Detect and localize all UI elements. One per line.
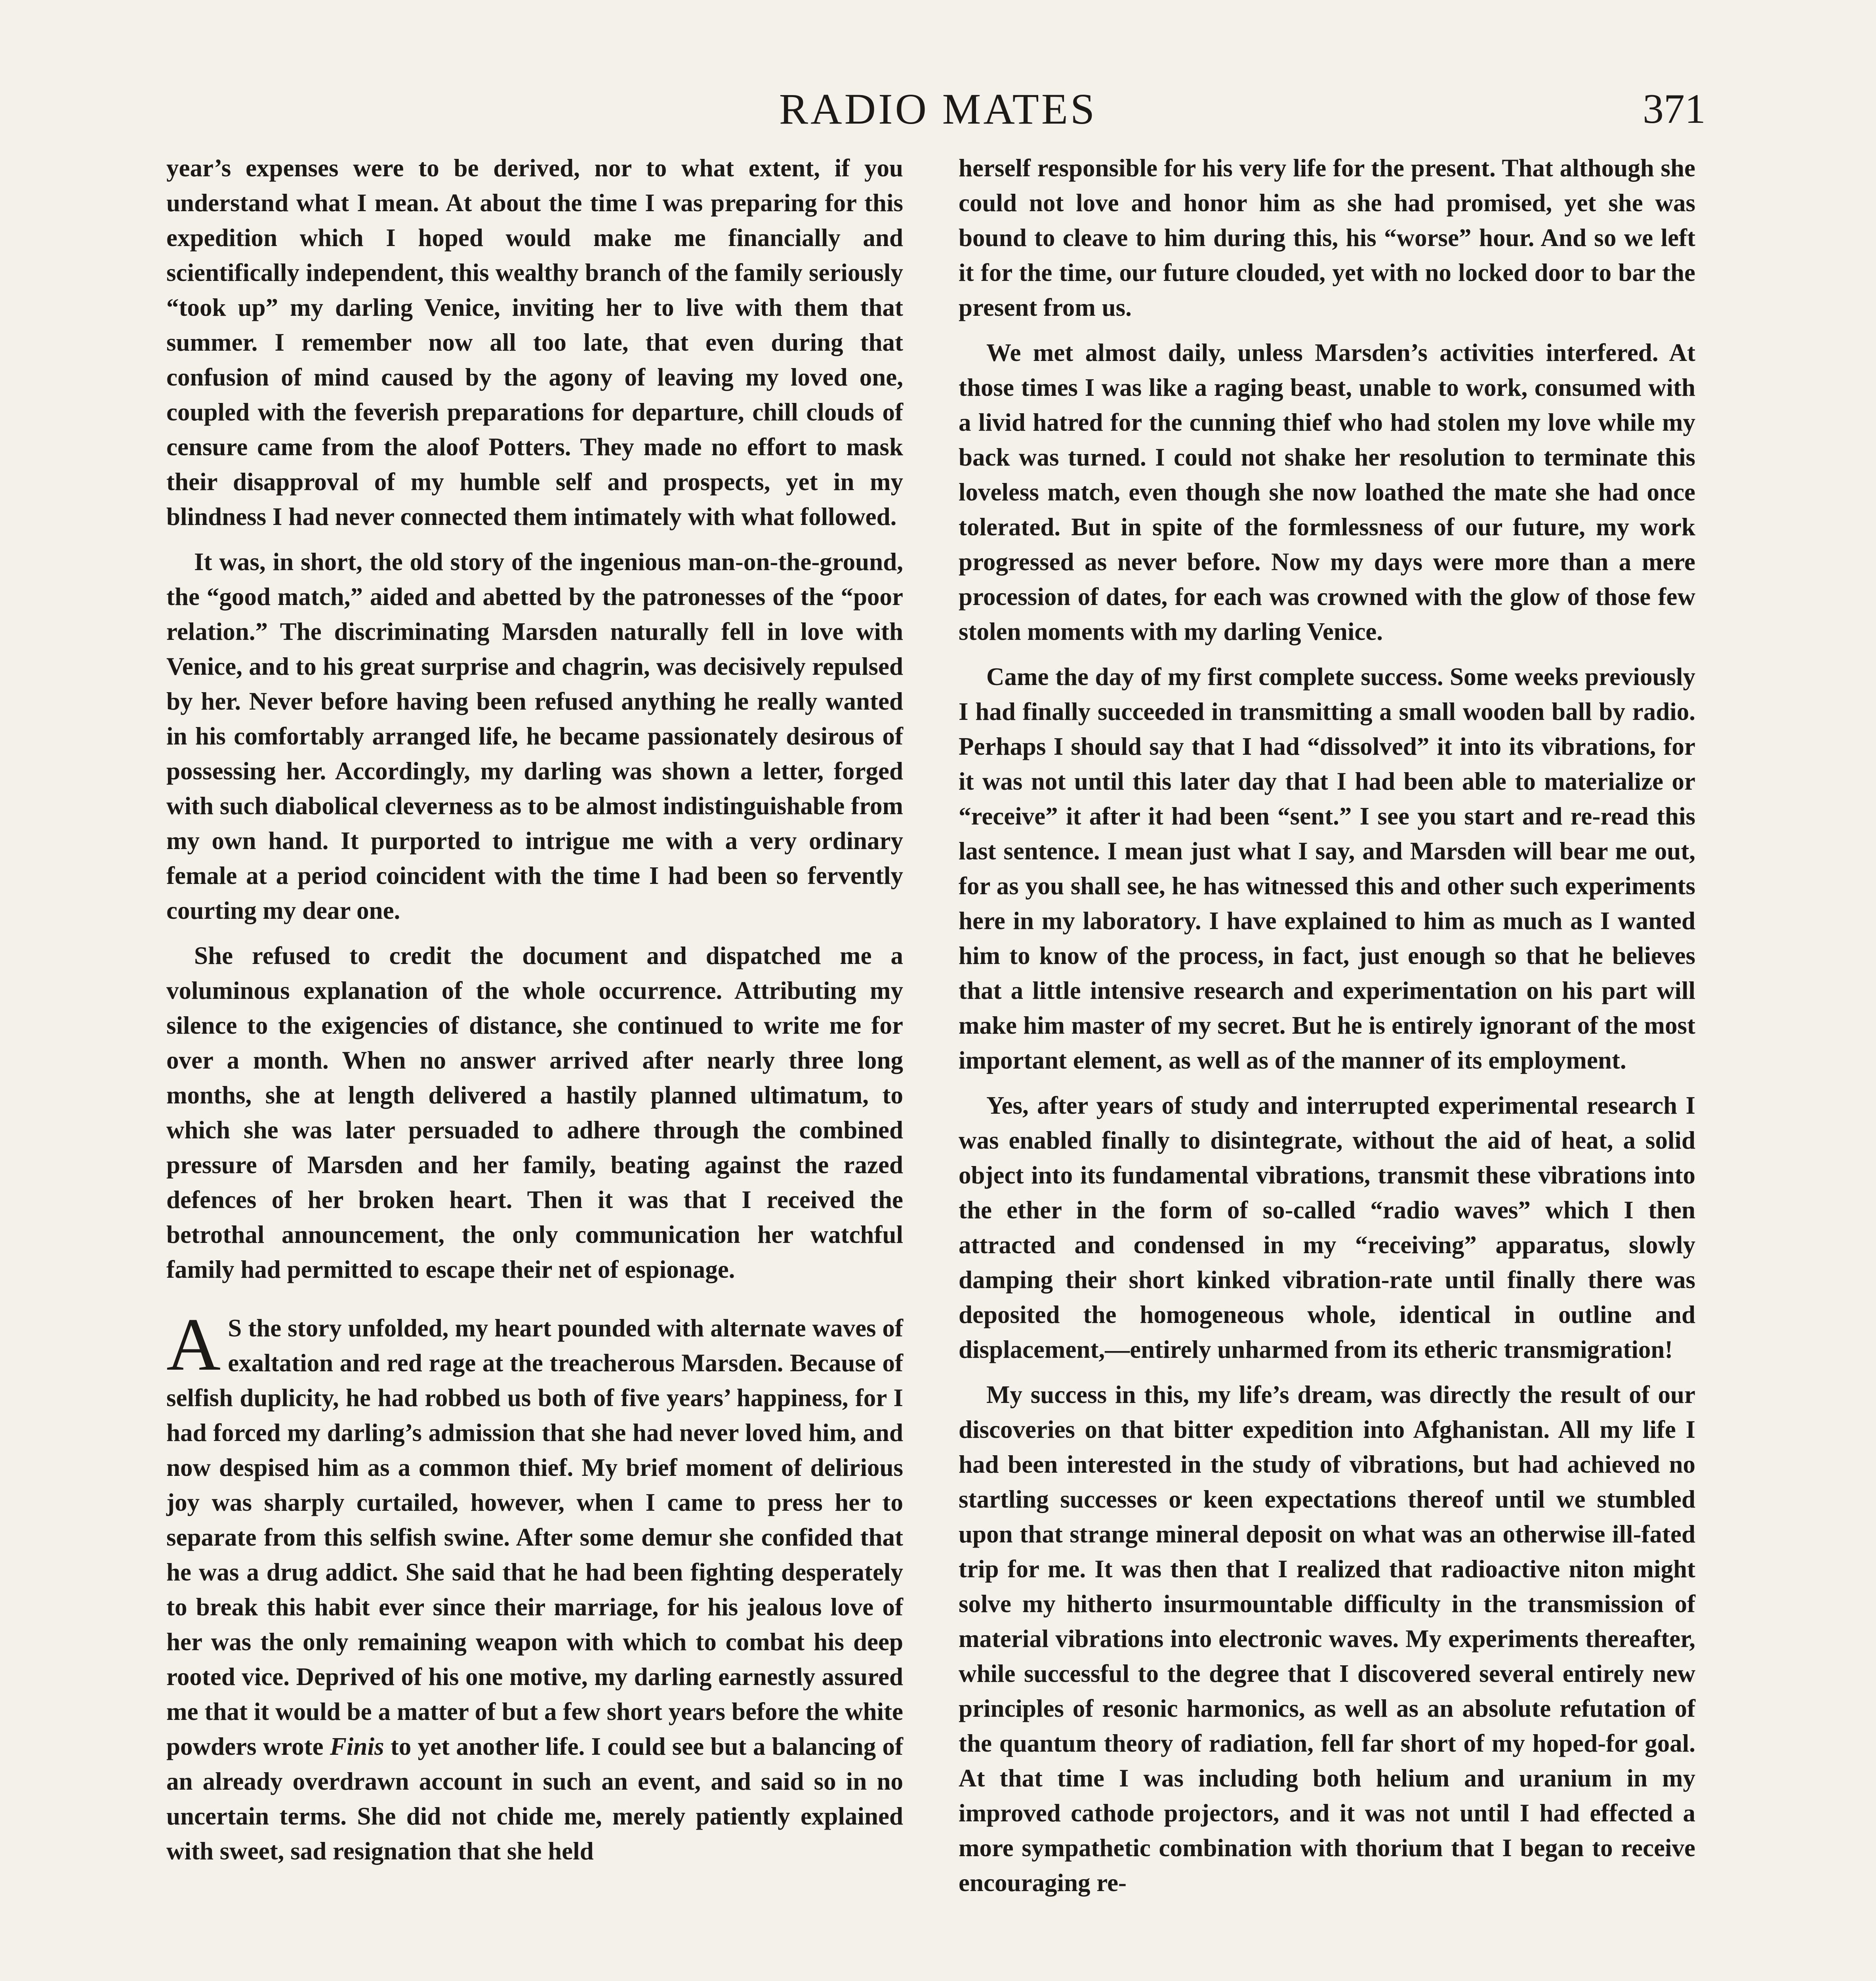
- paragraph: Yes, after years of study and interrupted experimental research I was enabled finally to disintegrate, without the aid of heat, a solid object into its fundamental vibrations, transmit these vibrations into the ether in the form of so-called “radio waves” which I then attracted and condensed in my “receiving” apparatus, slowly damping their short kinked vibration-rate until finally there was deposited the homogeneous whole, identical in outline and displacement,—entirely unharmed from its etheric transmigration!: [959, 1092, 1695, 1363]
- right-column: [959, 151, 1695, 1910]
- paragraph-text: to yet another life. I could see but a balancing of an already overdrawn account in such an event, and said so in no uncertain terms. She did not chide me, merely patiently explained with sweet, sad resignation that she held: [166, 1733, 904, 1865]
- italic-text: Finis: [330, 1733, 384, 1760]
- paragraph: Came the day of my first complete success. Some weeks previously I had finally succeeded in transmitting a small wooden ball by radio. Perhaps I should say that I had “dissolved” it into its vibrations, for it was not until this later day that I had been able to materialize or “receive” it after it had been “sent.” I see you start and re-read this last sentence. I mean just what I say, and Marsden will bear me out, for as you shall see, he has witnessed this and other such experiments here in my laboratory. I have explained to him as much as I wanted him to know of the process, in fact, just enough so that he believes that a little intensive research and experimentation on his part will make him master of my secret. But he is entirely ignorant of the most important element, as well as of the manner of its employment.: [959, 663, 1695, 1074]
- left-column: [166, 151, 903, 1879]
- page-number: 371: [1643, 86, 1706, 132]
- paragraph-text: S the story unfolded, my heart pounded with alternate waves of exaltation and red rage at the treacherous Marsden. Because of selfish duplicity, he had robbed us both of five years’ happiness, for I had forced my darling’s admission that she had never loved him, and now despised him as a common thief. My brief moment of delirious joy was sharply curtailed, however, when I came to press her to separate from this selfish swine. After some demur she confided that he was a drug addict. She said that he had been fighting desperately to break this habit ever since their marriage, for his jealous love of her was the only remaining weapon with which to combat his deep rooted vice. Deprived of his one motive, my darling earnestly assured me that it would be a matter of but a few short years before the white powders wrote: [166, 1314, 903, 1760]
- paragraph: herself responsible for his very life for the present. That although she could not love and honor him as she had promised, yet she was bound to cleave to him during this, his “worse” hour. And so we left it for the time, our future clouded, yet with no locked door to bar the present from us.: [959, 154, 1695, 321]
- paragraph: We met almost daily, unless Marsden’s activities interfered. At those times I was like a raging beast, unable to work, consumed with a livid hatred for the cunning thief who had stolen my love while my back was turned. I could not shake her resolution to terminate this loveless match, even though she now loathed the mate she had once tolerated. But in spite of the formlessness of our future, my work progressed as never before. Now my days were more than a mere procession of dates, for each was crowned with the glow of those few stolen moments with my darling Venice.: [959, 339, 1695, 645]
- paragraph-with-drop-cap: [166, 1303, 904, 1868]
- paragraph: My success in this, my life’s dream, was directly the result of our discoveries on that bitter expedition into Afghanistan. All my life I had been interested in the study of vibrations, but had achieved no startling successes or keen expectations thereof until we stumbled upon that strange mineral deposit on what was an otherwise ill-fated trip for me. It was then that I realized that radioactive niton might solve my hitherto insurmountable difficulty in the transmission of material vibrations into electronic waves. My experiments thereafter, while successful to the degree that I discovered several entirely new principles of resonic harmonics, as well as an absolute refutation of the quantum theory of radiation, fell far short of my hoped-for goal. At that time I was including both helium and uranium in my improved cathode projectors, and it was not until I had effected a more sympathetic combination with thorium that I began to receive encouraging re-: [959, 1381, 1695, 1897]
- page-header: [0, 67, 1876, 158]
- paragraph: year’s expenses were to be derived, nor to what extent, if you understand what I mean. At about the time I was preparing for this expedition which I hoped would make me financially and scientifically independent, this wealthy branch of the family seriously “took up” my darling Venice, inviting her to live with them that summer. I remember now all too late, that even during that confusion of mind caused by the agony of leaving my loved one, coupled with the feverish preparations for departure, chill clouds of censure came from the aloof Potters. They made no effort to mask their disapproval of my humble self and prospects, yet in my blindness I had never connected them intimately with what followed.: [166, 154, 903, 531]
- drop-cap: A: [166, 1303, 221, 1386]
- paragraph: She refused to credit the document and dispatched me a voluminous explanation of the whole occurrence. Attributing my silence to the exigencies of distance, she continued to write me for over a month. When no answer arrived after nearly three long months, she at length delivered a hastily planned ultimatum, to which she was later persuaded to adhere through the combined pressure of Marsden and her family, beating against the razed defences of her broken heart. Then it was that I received the betrothal announcement, the only communication her watchful family had permitted to escape their net of espionage.: [166, 942, 903, 1283]
- paragraph: It was, in short, the old story of the ingenious man-on-the-ground, the “good match,” aided and abetted by the patronesses of the “poor relation.” The discriminating Marsden naturally fell in love with Venice, and to his great surprise and chagrin, was decisively repulsed by her. Never before having been refused anything he really wanted in his comfortably arranged life, he became passionately desirous of possessing her. Accordingly, my darling was shown a letter, forged with such diabolical cleverness as to be almost indistinguishable from my own hand. It purported to intrigue me with a very ordinary female at a period coincident with the time I had been so fervently courting my dear one.: [166, 548, 903, 924]
- running-title: RADIO MATES: [779, 85, 1097, 133]
